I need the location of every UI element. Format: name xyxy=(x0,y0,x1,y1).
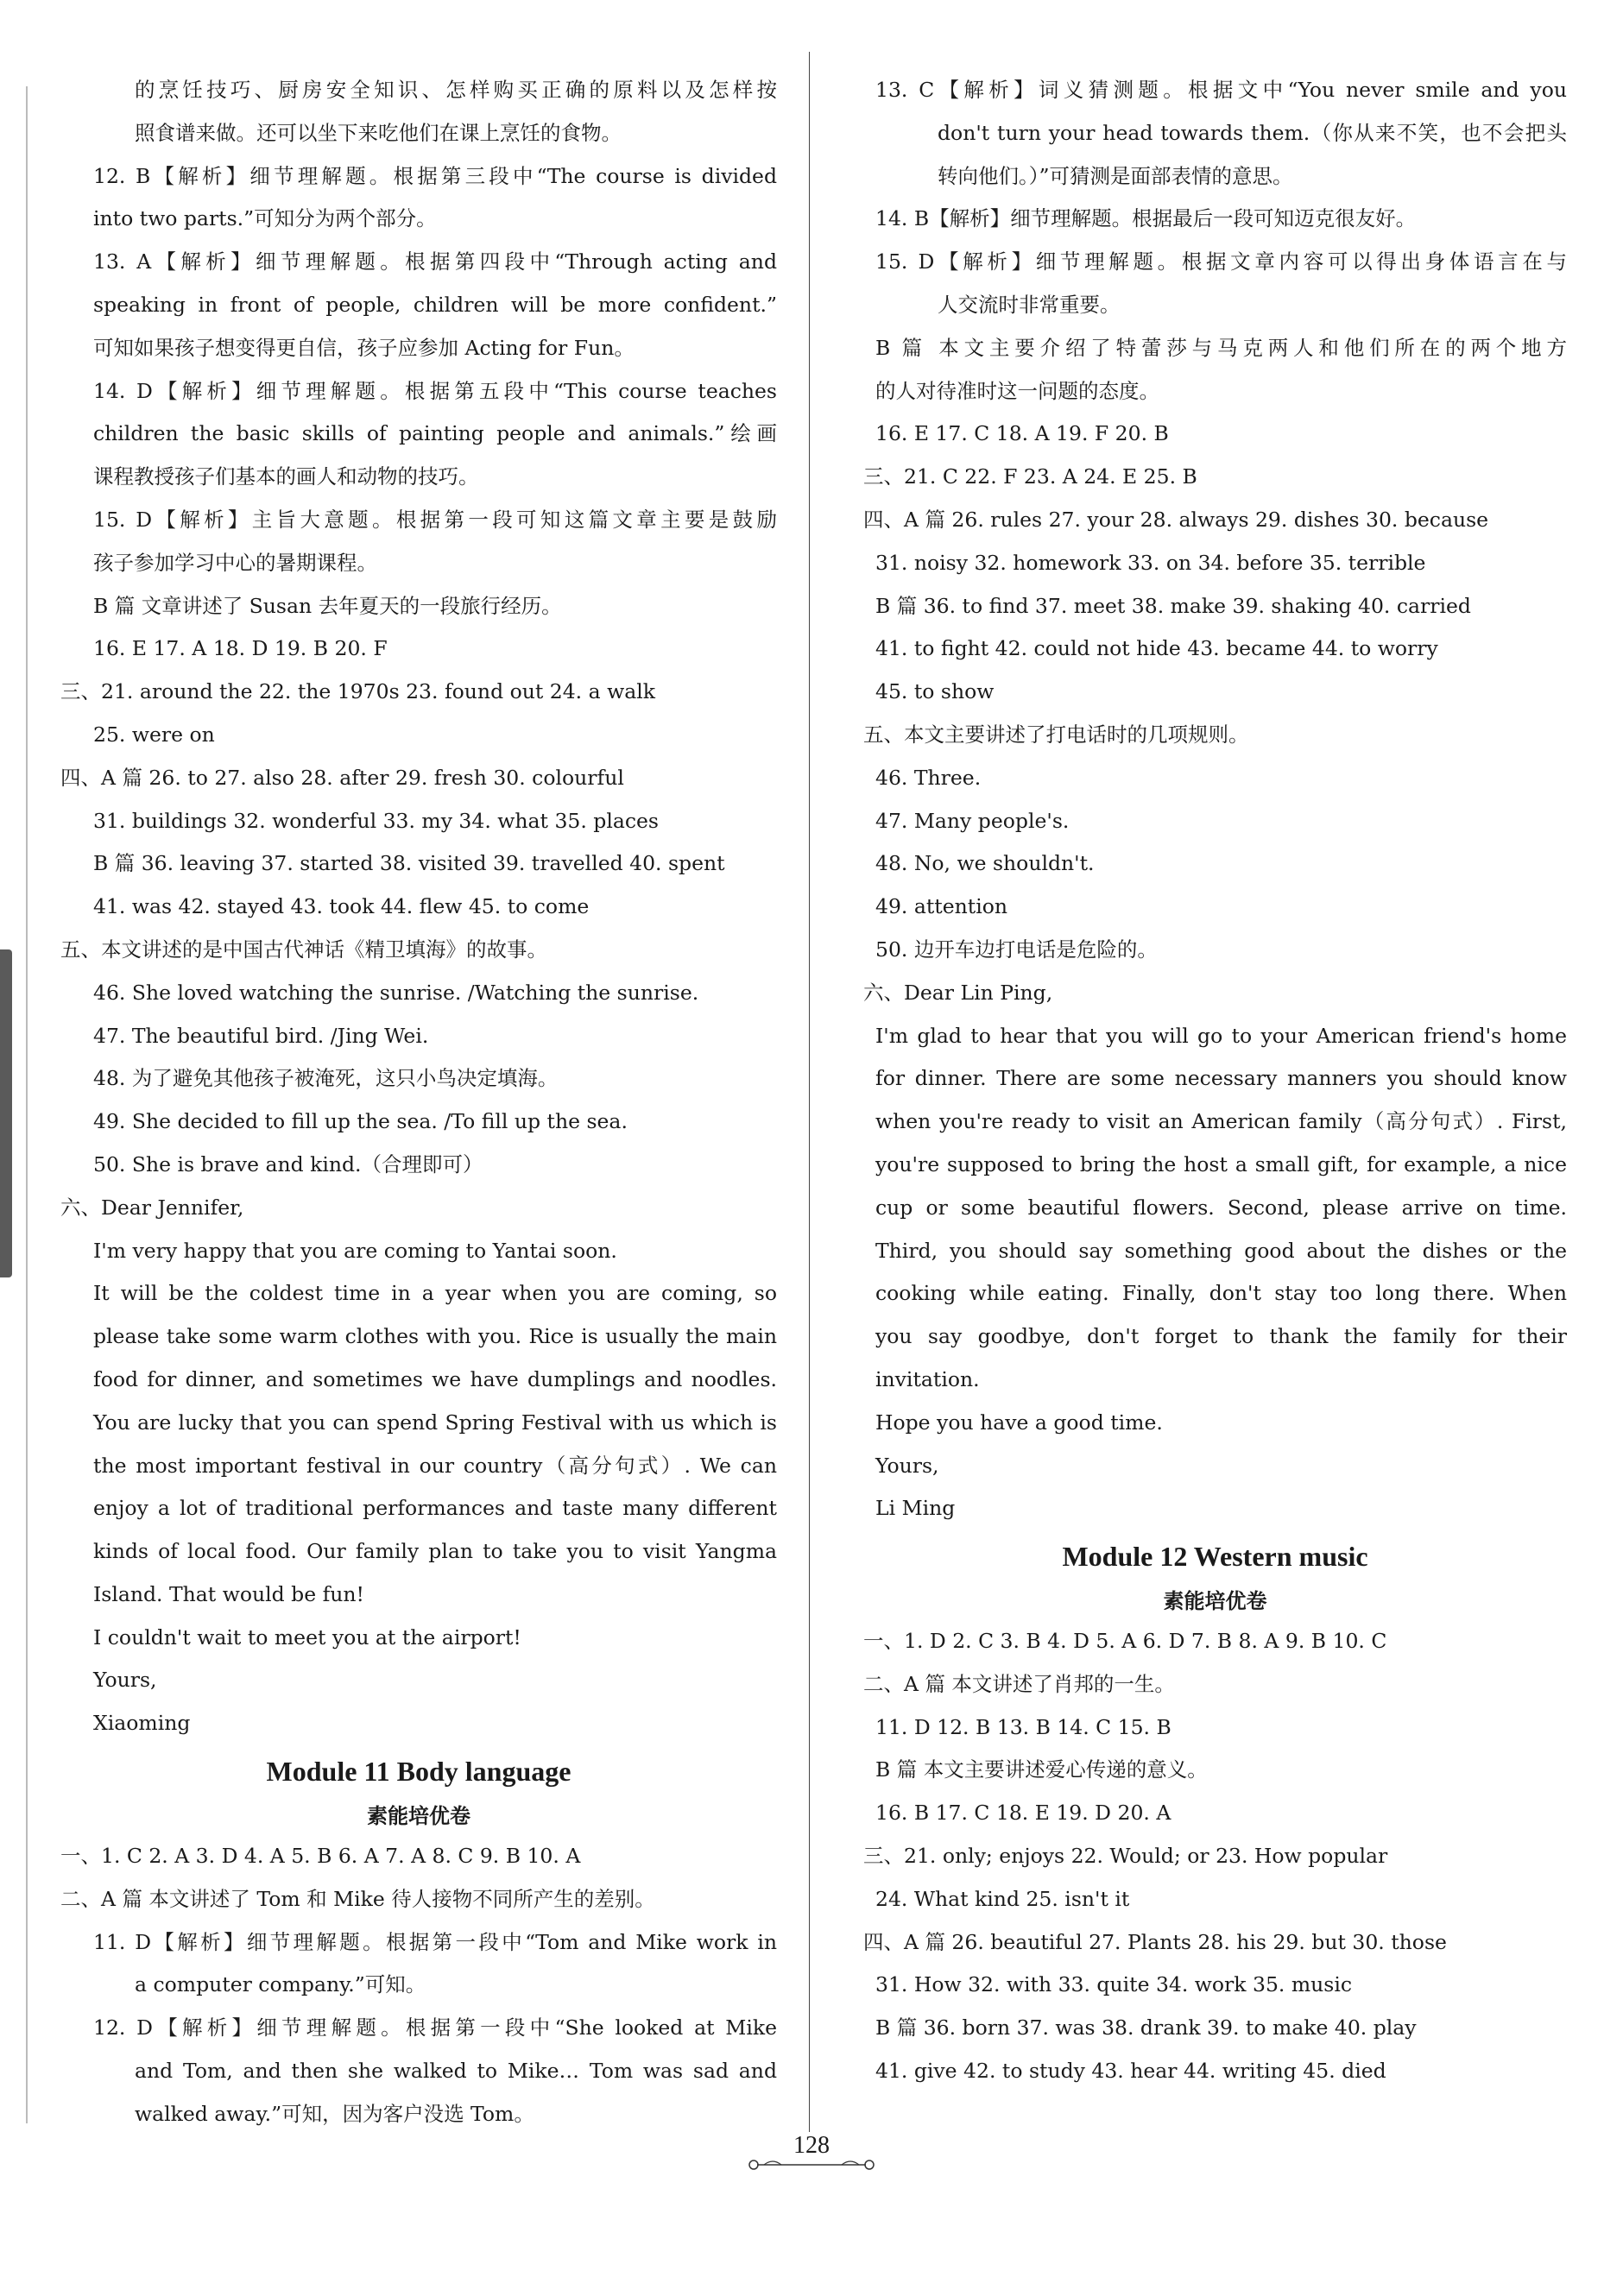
answer-line: speaking in front of people, children will be more confident.” xyxy=(93,292,777,317)
right-column xyxy=(863,69,1567,2093)
answer-line: 50. She is brave and kind.（合理即可） xyxy=(93,1151,483,1176)
answer-line: for dinner. There are some necessary manners you should know xyxy=(875,1066,1567,1091)
answer-line: 46. She loved watching the sunrise. /Watching the sunrise. xyxy=(93,980,699,1005)
answer-line: 45. to show xyxy=(875,679,995,704)
answer-line: 15. D【解析】主旨大意题。根据第一段可知这篇文章主要是鼓励 xyxy=(93,507,777,532)
answer-line: Third, you should say something good about the dishes or the xyxy=(875,1238,1567,1263)
answer-line: 41. was 42. stayed 43. took 44. flew 45. to come xyxy=(93,894,590,919)
answer-line: 一、1. C 2. A 3. D 4. A 5. B 6. A 7. A 8. C 9. B 10. A xyxy=(60,1844,581,1869)
answer-line: 16. E 17. A 18. D 19. B 20. F xyxy=(93,636,388,661)
answer-line: 41. give 42. to study 43. hear 44. writing 45. died xyxy=(875,2059,1386,2084)
answer-line: 49. She decided to fill up the sea. /To fill up the sea. xyxy=(93,1109,628,1134)
section-subtitle: 素能培优卷 xyxy=(367,1804,470,1829)
answer-line: 15. D【解析】细节理解题。根据文章内容可以得出身体语言在与 xyxy=(875,249,1567,274)
answer-line: 课程教授孩子们基本的画人和动物的技巧。 xyxy=(93,464,479,489)
answer-line: 16. B 17. C 18. E 19. D 20. A xyxy=(875,1801,1171,1826)
answer-line: 三、21. C 22. F 23. A 24. E 25. B xyxy=(863,464,1197,489)
answer-line: Yours, xyxy=(875,1453,939,1478)
binding-mark xyxy=(0,949,12,1277)
answer-line: I'm very happy that you are coming to Yantai soon. xyxy=(93,1238,617,1263)
answer-line: cup or some beautiful flowers. Second, please arrive on time. xyxy=(875,1195,1567,1220)
answer-line: 11. D【解析】细节理解题。根据第一段中“Tom and Mike work in xyxy=(93,1929,777,1954)
answer-line: walked away.”可知，因为客户没选 Tom。 xyxy=(135,2101,534,2126)
answer-line: kinds of local food. Our family plan to take you to visit Yangma xyxy=(93,1539,777,1564)
answer-line: invitation. xyxy=(875,1366,980,1391)
answer-line: 48. No, we shouldn't. xyxy=(875,851,1095,876)
answer-line: 14. D【解析】细节理解题。根据第五段中“This course teaches xyxy=(93,378,777,403)
answer-line: 五、本文主要讲述了打电话时的几项规则。 xyxy=(863,722,1249,747)
answer-line: 47. The beautiful bird. /Jing Wei. xyxy=(93,1023,429,1048)
answer-line: I couldn't wait to meet you at the airport! xyxy=(93,1624,521,1649)
answer-line: a computer company.”可知。 xyxy=(135,1972,426,1997)
answer-line: B 篇 文章讲述了 Susan 去年夏天的一段旅行经历。 xyxy=(93,593,562,618)
answer-line: 14. B【解析】细节理解题。根据最后一段可知迈克很友好。 xyxy=(875,206,1417,231)
answer-line: 31. buildings 32. wonderful 33. my 34. what 35. places xyxy=(93,808,659,833)
answer-line: 11. D 12. B 13. B 14. C 15. B xyxy=(875,1714,1171,1739)
answer-line: 31. How 32. with 33. quite 34. work 35. music xyxy=(875,1972,1352,1997)
answer-line: Yours, xyxy=(93,1668,157,1693)
left-column xyxy=(60,69,777,2136)
answer-line: Island. That would be fun! xyxy=(93,1581,364,1606)
answer-line: 47. Many people's. xyxy=(875,808,1070,833)
answer-line: B 篇 36. leaving 37. started 38. visited 39. travelled 40. spent xyxy=(93,851,725,876)
answer-line: It will be the coldest time in a year when you are coming, so xyxy=(93,1281,777,1306)
answer-line: 46. Three. xyxy=(875,765,982,790)
answer-line: 孩子参加学习中心的暑期课程。 xyxy=(93,550,377,575)
answer-line: cooking while eating. Finally, don't stay too long there. When xyxy=(875,1281,1567,1306)
answer-line: 六、Dear Lin Ping, xyxy=(863,980,1053,1005)
answer-line: 25. were on xyxy=(93,722,215,747)
answer-line: 三、21. only; enjoys 22. Would; or 23. How popular xyxy=(863,1844,1388,1869)
answer-line: Xiaoming xyxy=(93,1711,191,1736)
answer-line: 50. 边开车边打电话是危险的。 xyxy=(875,937,1158,962)
answer-line: enjoy a lot of traditional performances and taste many different xyxy=(93,1496,777,1521)
answer-line: Hope you have a good time. xyxy=(875,1410,1163,1435)
answer-line: B 篇 本文主要介绍了特蕾莎与马克两人和他们所在的两个地方 xyxy=(875,335,1567,360)
answer-line: don't turn your head towards them.（你从来不笑，也不会把头 xyxy=(938,120,1567,145)
section-subtitle: 素能培优卷 xyxy=(1163,1589,1267,1614)
answer-line: food for dinner, and sometimes we have dumplings and noodles. xyxy=(93,1366,777,1391)
answer-line: 12. B【解析】细节理解题。根据第三段中“The course is divided xyxy=(93,163,777,188)
answer-line: 12. D【解析】细节理解题。根据第一段中“She looked at Mike xyxy=(93,2015,777,2041)
answer-line: into two parts.”可知分为两个部分。 xyxy=(93,206,437,231)
column-divider xyxy=(809,52,810,2132)
answer-line: 可知如果孩子想变得更自信，孩子应参加 Acting for Fun。 xyxy=(93,335,635,360)
answer-line: I'm glad to hear that you will go to your American friend's home xyxy=(875,1023,1567,1048)
answer-line: 人交流时非常重要。 xyxy=(938,292,1121,317)
answer-line: 48. 为了避免其他孩子被淹死，这只小鸟决定填海。 xyxy=(93,1066,559,1091)
answer-line: 49. attention xyxy=(875,894,1008,919)
answer-line: 24. What kind 25. isn't it xyxy=(875,1886,1130,1911)
answer-line: 四、A 篇 26. beautiful 27. Plants 28. his 29. but 30. those xyxy=(863,1929,1447,1954)
answer-line: B 篇 36. to find 37. meet 38. make 39. shaking 40. carried xyxy=(875,593,1471,618)
answer-line: 三、21. around the 22. the 1970s 23. found out 24. a walk xyxy=(60,679,655,704)
answer-line: 41. to fight 42. could not hide 43. became 44. to worry xyxy=(875,636,1438,661)
answer-line: 四、A 篇 26. rules 27. your 28. always 29. dishes 30. because xyxy=(863,507,1489,532)
module-title: Module 12 Western music xyxy=(1062,1541,1368,1573)
answer-line: 二、A 篇 本文讲述了肖邦的一生。 xyxy=(863,1671,1175,1696)
answer-line: 31. noisy 32. homework 33. on 34. before 35. terrible xyxy=(875,550,1426,575)
answer-line: 转向他们。）”可猜测是面部表情的意思。 xyxy=(938,163,1293,188)
answer-line: 照食谱来做。还可以坐下来吃他们在课上烹饪的食物。 xyxy=(135,120,622,145)
answer-line: 13. A【解析】细节理解题。根据第四段中“Through acting and xyxy=(93,249,777,274)
module-title: Module 11 Body language xyxy=(266,1756,572,1788)
page-number: 128 xyxy=(793,2132,830,2159)
page-footer xyxy=(0,2132,1623,2173)
answer-line: Li Ming xyxy=(875,1496,956,1521)
answer-line: B 篇 36. born 37. was 38. drank 39. to make 40. play xyxy=(875,2015,1417,2041)
answer-line: when you're ready to visit an American family（高分句式）. First, xyxy=(875,1109,1567,1134)
answer-line: children the basic skills of painting people and animals.”绘画 xyxy=(93,421,777,446)
answer-line: 一、1. D 2. C 3. B 4. D 5. A 6. D 7. B 8. A 9. B 10. C xyxy=(863,1629,1387,1654)
answer-line: 四、A 篇 26. to 27. also 28. after 29. fresh 30. colourful xyxy=(60,765,624,790)
answer-line: You are lucky that you can spend Spring Festival with us which is xyxy=(93,1410,777,1435)
answer-line: 的烹饪技巧、厨房安全知识、怎样购买正确的原料以及怎样按 xyxy=(135,78,777,102)
answer-line: B 篇 本文主要讲述爱心传递的意义。 xyxy=(875,1757,1208,1782)
answer-line: 的人对待准时这一问题的态度。 xyxy=(875,378,1159,403)
answer-line: you say goodbye, don't forget to thank the family for their xyxy=(875,1324,1567,1349)
answer-line: please take some warm clothes with you. Rice is usually the main xyxy=(93,1324,777,1349)
answer-line: 13. C【解析】词义猜测题。根据文中“You never smile and you xyxy=(875,78,1567,102)
answer-line: you're supposed to bring the host a small gift, for example, a nice xyxy=(875,1151,1567,1176)
answer-line: 16. E 17. C 18. A 19. F 20. B xyxy=(875,421,1169,446)
answer-line: 五、本文讲述的是中国古代神话《精卫填海》的故事。 xyxy=(60,937,547,962)
answer-line: 六、Dear Jennifer, xyxy=(60,1195,244,1220)
answer-line: and Tom, and then she walked to Mike… Tom was sad and xyxy=(135,2059,777,2084)
margin-line xyxy=(26,86,28,2123)
answer-line: the most important festival in our country（高分句式）. We can xyxy=(93,1453,777,1478)
answer-line: 二、A 篇 本文讲述了 Tom 和 Mike 待人接物不同所产生的差别。 xyxy=(60,1886,655,1911)
